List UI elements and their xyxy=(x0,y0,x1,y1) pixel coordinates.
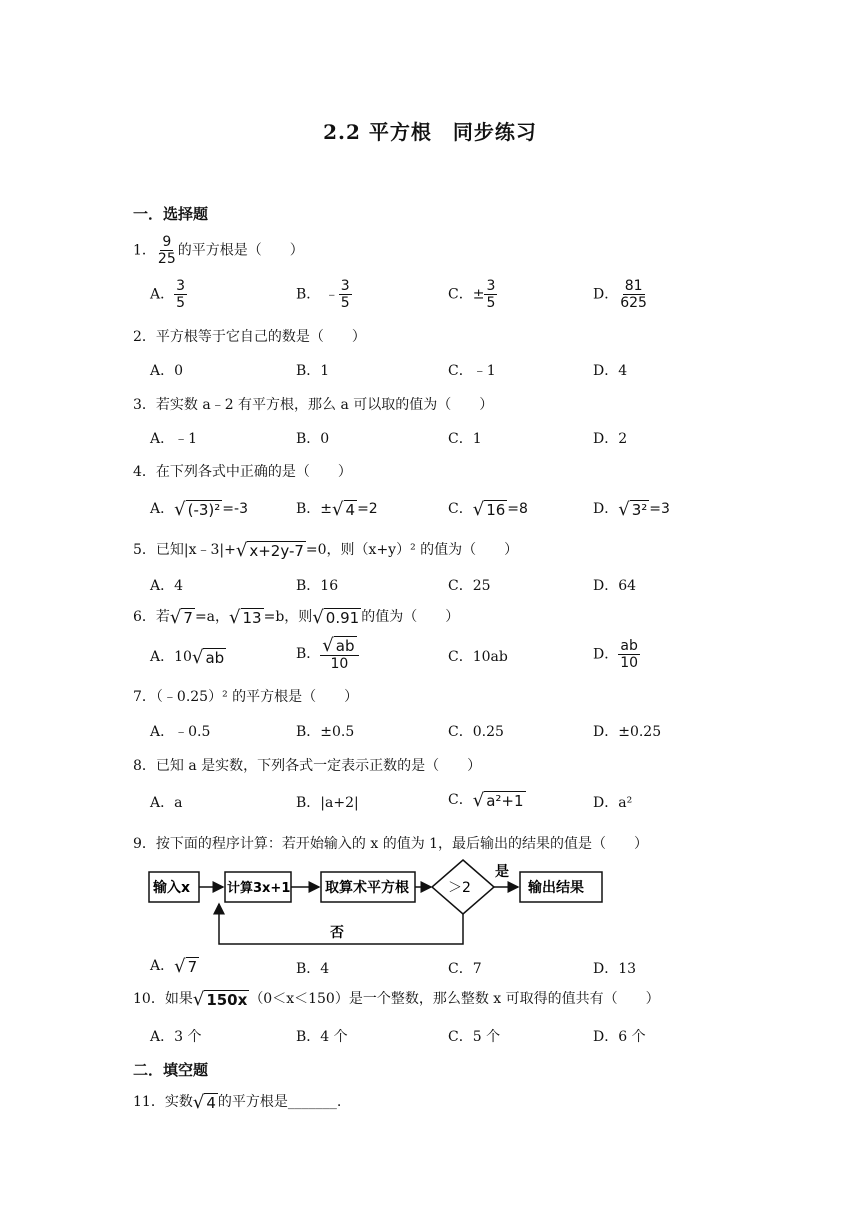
option-b: B．4 个 xyxy=(296,1029,348,1045)
option-d: D． $\frac{ab}{10}$ xyxy=(593,638,639,671)
flow-calc-label: 计算3x+1 xyxy=(227,881,291,896)
option-a: A．0 xyxy=(150,363,184,379)
option-a: A．10 √ ab xyxy=(150,646,225,668)
option-a: A． $\frac{3}{5}$ xyxy=(150,278,186,311)
question-2: 2．平方根等于它自己的数是（ ） xyxy=(133,329,366,345)
flow-condition-label: ＞2 xyxy=(448,880,471,896)
option-d: D．6 个 xyxy=(593,1029,646,1045)
option-b: B．±0.5 xyxy=(296,724,355,740)
fraction: $\frac{9}{25}$ xyxy=(157,234,176,267)
flow-no-label: 否 xyxy=(330,925,344,941)
question-10: 10．如果 √ 150x （0＜x＜150）是一个整数，那么整数 x 可取得的值共有（ ） xyxy=(133,988,660,1010)
section-heading-fill: 二．填空题 xyxy=(133,1061,209,1079)
question-6: 6．若 √ 7 =a， √ 13 =b，则 √ 0.91 的值为（ ） xyxy=(133,606,460,628)
option-c: C． √ 16 =8 xyxy=(448,498,528,520)
question-11: 11．实数 √ 4 的平方根是_______. xyxy=(133,1091,342,1113)
option-d: D．2 xyxy=(593,431,628,447)
option-b: B． √ ab 10 xyxy=(296,636,359,672)
option-c: C．10ab xyxy=(448,649,508,665)
option-a: A．a xyxy=(150,795,183,811)
option-b: B． ﹣ $\frac{3}{5}$ xyxy=(296,278,350,311)
option-a: A．4 xyxy=(150,578,184,594)
option-d: D．13 xyxy=(593,961,637,977)
question-9: 9．按下面的程序计算：若开始输入的 x 的值为 1，最后输出的结果的值是（ ） xyxy=(133,836,649,852)
option-c: C．﹣1 xyxy=(448,363,496,379)
option-a: A．3 个 xyxy=(150,1029,202,1045)
option-a: A．﹣0.5 xyxy=(150,724,211,740)
option-b: B．|a+2| xyxy=(296,795,359,811)
section-heading-choice: 一．选择题 xyxy=(133,205,209,223)
flow-sqrt-label: 取算术平方根 xyxy=(325,880,409,896)
option-c: C．0.25 xyxy=(448,724,504,740)
option-a: A．﹣1 xyxy=(150,431,198,447)
option-d: D．4 xyxy=(593,363,628,379)
question-8: 8．已知 a 是实数，下列各式一定表示正数的是（ ） xyxy=(133,758,482,774)
option-a: A． √ (-3)² =-3 xyxy=(150,498,248,520)
question-3: 3．若实数 a﹣2 有平方根，那么 a 可以取的值为（ ） xyxy=(133,397,494,413)
option-b: B．± √ 4 =2 xyxy=(296,498,378,520)
option-c: C．± $\frac{3}{5}$ xyxy=(448,278,496,311)
flow-output-label: 输出结果 xyxy=(528,880,584,896)
option-c: C． √ a²+1 xyxy=(448,789,524,811)
option-c: C．5 个 xyxy=(448,1029,501,1045)
page-title: 2.2 平方根 同步练习 xyxy=(323,120,537,144)
question-1: 1． $\frac{9}{25}$ 的平方根是（ ） xyxy=(133,234,304,267)
option-b: B．0 xyxy=(296,431,330,447)
option-c: C．25 xyxy=(448,578,491,594)
flow-yes-label: 是 xyxy=(495,864,509,880)
question-5: 5．已知|x﹣3|+ √ x+2y-7 =0，则（x+y）² 的值为（ ） xyxy=(133,539,519,561)
flow-input-label: 输入x xyxy=(153,880,191,896)
option-c: C．7 xyxy=(448,961,482,977)
question-4: 4．在下列各式中正确的是（ ） xyxy=(133,464,352,480)
option-d: D． √ 3² =3 xyxy=(593,498,670,520)
flowchart xyxy=(145,858,610,950)
option-c: C．1 xyxy=(448,431,482,447)
question-7: 7．（﹣0.25）² 的平方根是（ ） xyxy=(133,689,359,705)
option-a: A． √ 7 xyxy=(150,955,198,977)
option-d: D．64 xyxy=(593,578,637,594)
option-d: D．a² xyxy=(593,795,633,811)
option-b: B．16 xyxy=(296,578,339,594)
option-b: B．1 xyxy=(296,363,330,379)
option-d: D． $\frac{81}{625}$ xyxy=(593,278,647,311)
option-b: B．4 xyxy=(296,961,330,977)
option-d: D．±0.25 xyxy=(593,724,662,740)
